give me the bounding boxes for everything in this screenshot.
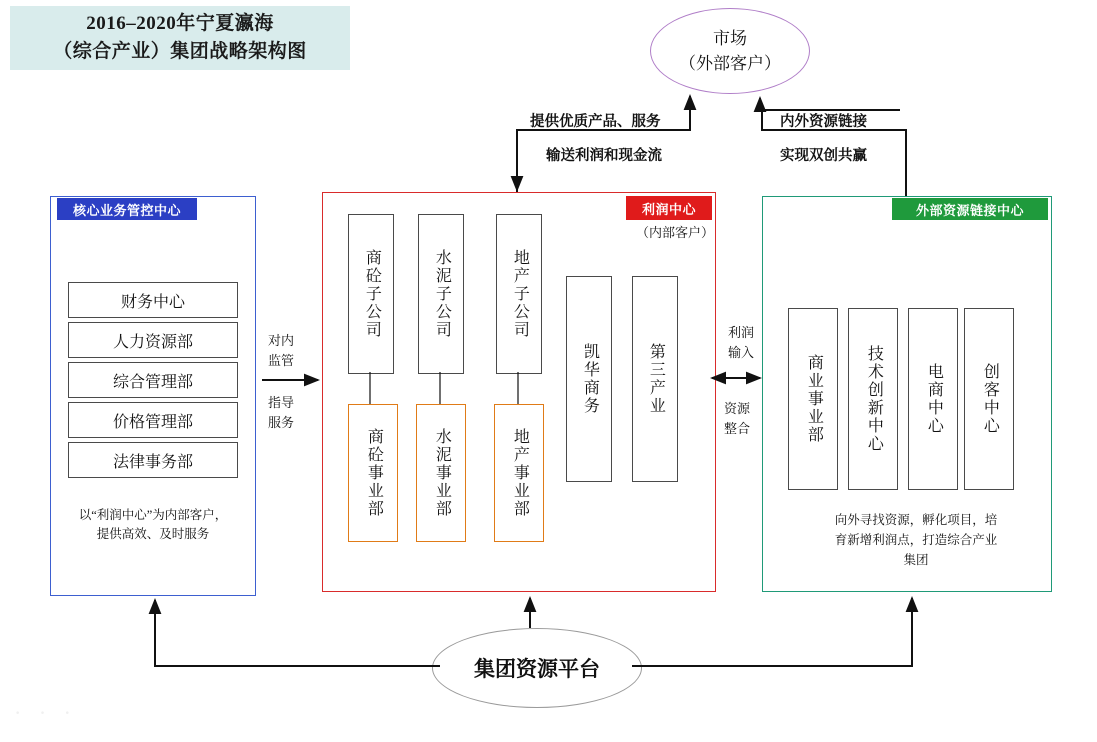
label-profit-external-line1: 利润 [728,325,755,340]
profit-division-realestate[interactable] [494,404,544,542]
core-panel-note-line1: 以“利润中心”为内部客户， [78,508,228,522]
label-core-to-profit-line4: 服务 [268,415,295,430]
page-title [10,6,350,70]
group-resource-platform-label: 集团资源平台 [474,657,600,681]
watermark: · · · [14,700,77,725]
external-resource-panel-tag: 外部资源链接中心 [892,198,1048,220]
label-core-to-profit-line3: 指导 [268,395,295,410]
core-item-price-management[interactable]: 价格管理部 [68,402,238,438]
core-panel-note [58,506,248,544]
profit-division-realestate-label: 地产事业部 [511,428,529,518]
profit-unit-third-industry-label: 第三产业 [647,343,665,415]
market-label-line2: （外部客户） [679,54,781,73]
profit-division-cement-label: 水泥事业部 [433,428,451,518]
core-item-hr[interactable]: 人力资源部 [68,322,238,358]
profit-company-realestate-label: 地产子公司 [511,249,529,339]
label-core-to-profit-line1: 对内 [268,333,295,348]
profit-company-realestate[interactable] [496,214,542,374]
external-panel-note-line2: 育新增利润点，打造综合产业 [834,533,998,547]
profit-center-subtitle: （内部客户） [635,225,714,240]
external-panel-note-line3: 集团 [903,553,929,567]
label-profit-external-line4: 整合 [724,421,751,436]
core-item-legal-affairs[interactable]: 法律事务部 [68,442,238,478]
core-item-finance[interactable]: 财务中心 [68,282,238,318]
external-unit-maker-label: 创客中心 [981,363,999,435]
market-label-line1: 市场 [713,29,747,48]
label-to-market-line1: 提供优质产品、服务 [530,114,661,130]
profit-division-shangtong[interactable] [348,404,398,542]
external-panel-note-line1: 向外寻找资源，孵化项目，培 [834,513,998,527]
external-unit-maker[interactable] [964,308,1014,490]
group-resource-platform-node [432,628,642,708]
external-unit-ecommerce-label: 电商中心 [925,363,943,435]
label-from-external-line1: 内外资源链接 [780,114,867,130]
external-unit-ecommerce[interactable] [908,308,958,490]
profit-center-panel-tag: 利润中心 [626,196,712,220]
label-to-market-line2: 输送利润和现金流 [546,148,662,164]
market-node [650,8,810,94]
label-profit-external-line3: 资源 [724,401,751,416]
profit-company-cement[interactable] [418,214,464,374]
core-item-general-management[interactable]: 综合管理部 [68,362,238,398]
profit-company-shangtong-label: 商砼子公司 [363,249,381,339]
profit-unit-kaihua-label: 凯华商务 [581,343,599,415]
label-core-to-profit-line2: 监管 [268,353,295,368]
external-unit-tech-innovation[interactable] [848,308,898,490]
page-title-line1: 2016–2020年宁夏瀛海 [86,13,274,34]
external-unit-business-division-label: 商业事业部 [805,354,823,444]
profit-unit-third-industry[interactable] [632,276,678,482]
external-unit-tech-innovation-label: 技术创新中心 [865,345,883,453]
label-from-external-line2: 实现双创共赢 [780,148,867,164]
label-profit-external-line2: 输入 [728,345,755,360]
external-unit-business-division[interactable] [788,308,838,490]
profit-division-shangtong-label: 商砼事业部 [365,428,383,518]
profit-company-cement-label: 水泥子公司 [433,249,451,339]
profit-division-cement[interactable] [416,404,466,542]
profit-unit-kaihua[interactable] [566,276,612,482]
core-panel-note-line2: 提供高效、及时服务 [96,527,210,541]
profit-company-shangtong[interactable] [348,214,394,374]
core-business-panel-tag: 核心业务管控中心 [57,198,197,220]
page-title-line2: （综合产业）集团战略架构图 [53,41,307,62]
external-panel-note [808,510,1024,570]
